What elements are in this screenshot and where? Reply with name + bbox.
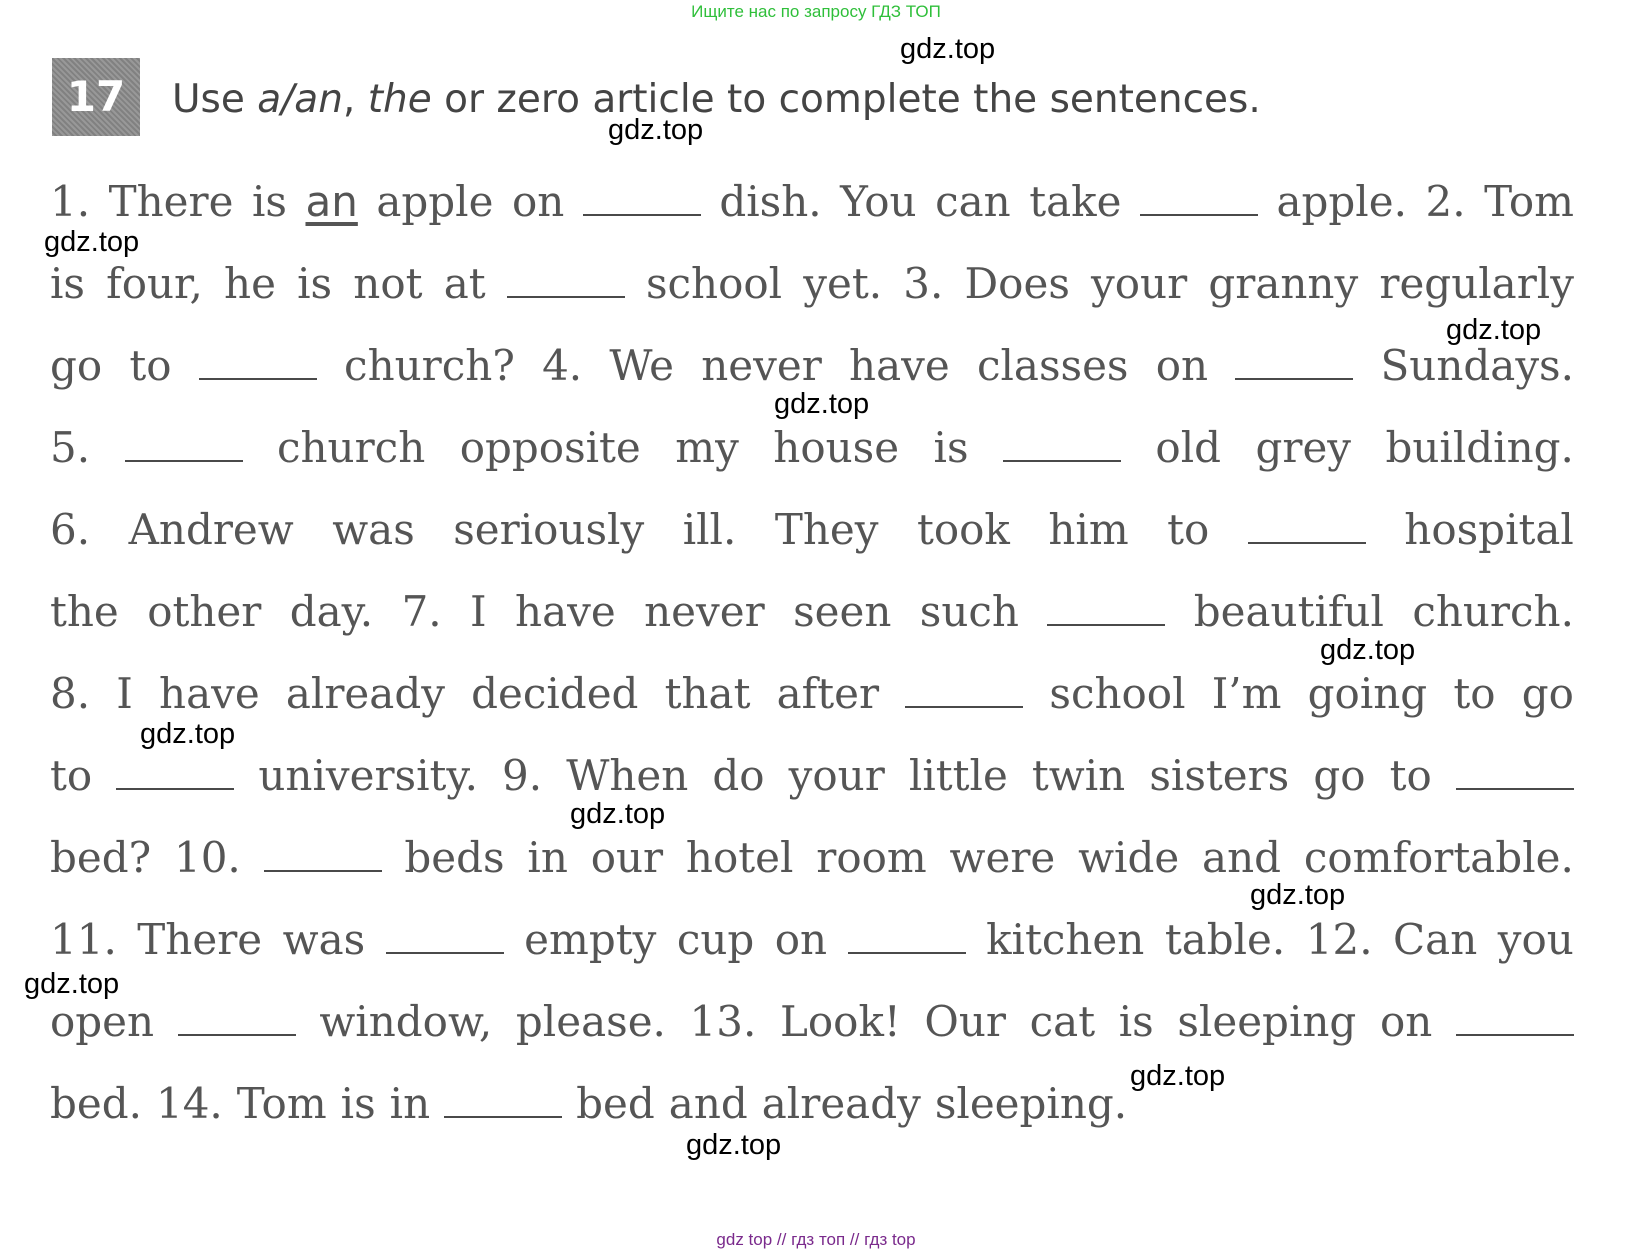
- text-line: [50, 992, 1574, 1052]
- text-line: [50, 418, 1574, 478]
- answer-blank[interactable]: [905, 670, 1023, 708]
- watermark: gdz.top: [570, 798, 666, 830]
- word: on: [1379, 997, 1433, 1046]
- text-line: [50, 1074, 1574, 1134]
- text-line: [50, 172, 1574, 232]
- exercise-number-badge: 17: [52, 58, 140, 136]
- word: day.: [289, 587, 374, 636]
- word: building.: [1385, 423, 1574, 472]
- answer-blank[interactable]: [199, 342, 317, 380]
- word: hotel: [685, 833, 794, 882]
- word: on: [1155, 341, 1209, 390]
- word: to: [129, 341, 172, 390]
- answer-blank[interactable]: [848, 916, 966, 954]
- text-line: [50, 582, 1574, 642]
- answer-blank[interactable]: [444, 1080, 562, 1118]
- text-line: [50, 254, 1574, 314]
- word: classes: [976, 341, 1129, 390]
- word: Tom: [236, 1079, 327, 1128]
- word: on: [511, 177, 565, 226]
- word: was: [332, 505, 415, 554]
- word: kitchen: [986, 915, 1145, 964]
- word: old: [1155, 423, 1222, 472]
- word: hospital: [1404, 505, 1574, 554]
- word: take: [1029, 177, 1122, 226]
- word: can: [935, 177, 1011, 226]
- watermark: gdz.top: [900, 33, 996, 65]
- word: sisters: [1149, 751, 1290, 800]
- word: 9.: [502, 751, 543, 800]
- word: is: [50, 259, 85, 308]
- exercise-instruction: [172, 76, 1261, 124]
- word: decided: [471, 669, 639, 718]
- word: he: [224, 259, 276, 308]
- word: comfortable.: [1303, 833, 1574, 882]
- word: 13.: [689, 997, 757, 1046]
- word: 7.: [401, 587, 442, 636]
- word: 6.: [50, 505, 91, 554]
- answer-blank[interactable]: [116, 752, 234, 790]
- word: have: [515, 587, 616, 636]
- word: room: [816, 833, 927, 882]
- word: Does: [964, 259, 1070, 308]
- word: cup: [676, 915, 755, 964]
- word: in: [389, 1079, 431, 1128]
- word: grey: [1255, 423, 1352, 472]
- word: bed?: [50, 833, 152, 882]
- word: that: [664, 669, 751, 718]
- word: is: [933, 423, 969, 472]
- word: Look!: [779, 997, 901, 1046]
- word: regularly: [1379, 259, 1574, 308]
- watermark: gdz.top: [24, 968, 120, 1000]
- word: Our: [924, 997, 1006, 1046]
- word: not: [353, 259, 423, 308]
- word: were: [949, 833, 1056, 882]
- word: I: [470, 587, 487, 636]
- word: Can: [1393, 915, 1478, 964]
- word: window,: [319, 997, 493, 1046]
- word: house: [773, 423, 900, 472]
- text-line: [50, 336, 1574, 396]
- word: open: [50, 997, 155, 1046]
- word: go: [1313, 751, 1366, 800]
- word: your: [788, 751, 885, 800]
- text-line: [50, 500, 1574, 560]
- text-line: [50, 746, 1574, 806]
- word: already: [285, 669, 445, 718]
- word: twin: [1031, 751, 1126, 800]
- answer-blank[interactable]: [583, 178, 701, 216]
- word: school: [645, 259, 783, 308]
- word: 11.: [50, 915, 117, 964]
- answer-blank[interactable]: [1047, 588, 1165, 626]
- word: sleeping.: [934, 1079, 1128, 1128]
- word: seen: [793, 587, 892, 636]
- word: to: [1167, 505, 1210, 554]
- word: please.: [515, 997, 666, 1046]
- word: wide: [1078, 833, 1180, 882]
- word: is: [297, 259, 333, 308]
- answer-blank[interactable]: [1003, 424, 1121, 462]
- word: seriously: [453, 505, 645, 554]
- word: When: [566, 751, 689, 800]
- instruction-italic-aan: a/an: [257, 77, 343, 122]
- word: after: [776, 669, 880, 718]
- word: is: [1118, 997, 1154, 1046]
- answer-blank[interactable]: [1456, 998, 1574, 1036]
- watermark: gdz.top: [44, 226, 140, 258]
- word: beautiful: [1193, 587, 1384, 636]
- watermark: gdz.top: [1446, 314, 1542, 346]
- word: at: [443, 259, 486, 308]
- word: There: [108, 177, 234, 226]
- word: I’m: [1211, 669, 1282, 718]
- word: ill.: [682, 505, 737, 554]
- instruction-text: ,: [342, 77, 368, 122]
- word: do: [712, 751, 765, 800]
- word: bed: [576, 1079, 655, 1128]
- word: and: [1202, 833, 1282, 882]
- word: go: [50, 341, 103, 390]
- word: little: [908, 751, 1008, 800]
- answer-blank[interactable]: [386, 916, 504, 954]
- footer-links: gdz top // гдз топ // гдз top: [716, 1230, 916, 1249]
- word: I: [116, 669, 133, 718]
- watermark: gdz.top: [608, 114, 704, 146]
- word: your: [1091, 259, 1188, 308]
- word: church: [276, 423, 426, 472]
- word: dish.: [719, 177, 822, 226]
- watermark: gdz.top: [1320, 634, 1416, 666]
- watermark: gdz.top: [1130, 1060, 1226, 1092]
- instruction-italic-the: the: [367, 77, 432, 122]
- word: 4.: [542, 341, 583, 390]
- word: university.: [258, 751, 478, 800]
- top-banner: Ищите нас по запросу ГДЗ ТОП: [691, 2, 941, 21]
- word: him: [1048, 505, 1129, 554]
- word: never: [644, 587, 765, 636]
- word: church.: [1412, 587, 1574, 636]
- answer-blank[interactable]: [1235, 342, 1353, 380]
- word: to: [1453, 669, 1496, 718]
- word: already: [761, 1079, 921, 1128]
- watermark: gdz.top: [140, 718, 236, 750]
- word: took: [916, 505, 1010, 554]
- word: 8.: [50, 669, 91, 718]
- word: 2.: [1425, 177, 1466, 226]
- word: the: [50, 587, 119, 636]
- word: never: [701, 341, 822, 390]
- text-line: [50, 828, 1574, 888]
- word: such: [919, 587, 1019, 636]
- text-line: [50, 664, 1574, 724]
- word: 1.: [50, 177, 91, 226]
- instruction-text: or zero article to complete the sentences.: [431, 77, 1261, 122]
- word: Andrew: [128, 505, 294, 554]
- word: yet.: [803, 259, 883, 308]
- answer-blank[interactable]: [125, 424, 243, 462]
- word: my: [675, 423, 739, 472]
- word: in: [527, 833, 568, 882]
- word: table.: [1164, 915, 1286, 964]
- answer-blank[interactable]: [1456, 752, 1574, 790]
- word: apple.: [1276, 177, 1407, 226]
- word: is: [340, 1079, 376, 1128]
- watermark: gdz.top: [774, 388, 870, 420]
- word: was: [282, 915, 366, 964]
- word: 12.: [1305, 915, 1373, 964]
- word: have: [159, 669, 260, 718]
- word: is: [251, 177, 287, 226]
- word: apple: [376, 177, 494, 226]
- word: four,: [106, 259, 203, 308]
- word: Tom: [1484, 177, 1574, 226]
- filled-answer: an: [305, 177, 358, 226]
- answer-blank[interactable]: [507, 260, 625, 298]
- word: granny: [1208, 259, 1359, 308]
- answer-blank[interactable]: [178, 998, 296, 1036]
- word: beds: [404, 833, 505, 882]
- answer-blank[interactable]: [1248, 506, 1366, 544]
- word: opposite: [459, 423, 641, 472]
- word: 14.: [155, 1079, 223, 1128]
- word: our: [590, 833, 664, 882]
- word: Sundays.: [1380, 341, 1574, 390]
- answer-blank[interactable]: [1140, 178, 1258, 216]
- watermark: gdz.top: [686, 1129, 782, 1161]
- word: bed.: [50, 1079, 142, 1128]
- word: going: [1307, 669, 1428, 718]
- word: to: [1389, 751, 1432, 800]
- word: 5.: [50, 423, 91, 472]
- word: 10.: [173, 833, 241, 882]
- word: to: [50, 751, 93, 800]
- word: you: [1497, 915, 1574, 964]
- word: school: [1049, 669, 1186, 718]
- text-line: [50, 910, 1574, 970]
- word: They: [774, 505, 879, 554]
- instruction-text: Use: [172, 77, 258, 122]
- word: We: [609, 341, 674, 390]
- word: and: [668, 1079, 748, 1128]
- word: have: [849, 341, 950, 390]
- answer-blank[interactable]: [264, 834, 382, 872]
- word: other: [147, 587, 262, 636]
- word: 3.: [903, 259, 944, 308]
- word: You: [840, 177, 917, 226]
- word: on: [774, 915, 828, 964]
- watermark: gdz.top: [1250, 879, 1346, 911]
- word: sleeping: [1177, 997, 1357, 1046]
- word: cat: [1029, 997, 1096, 1046]
- word: go: [1521, 669, 1574, 718]
- word: There: [137, 915, 263, 964]
- word: empty: [524, 915, 657, 964]
- word: church?: [344, 341, 515, 390]
